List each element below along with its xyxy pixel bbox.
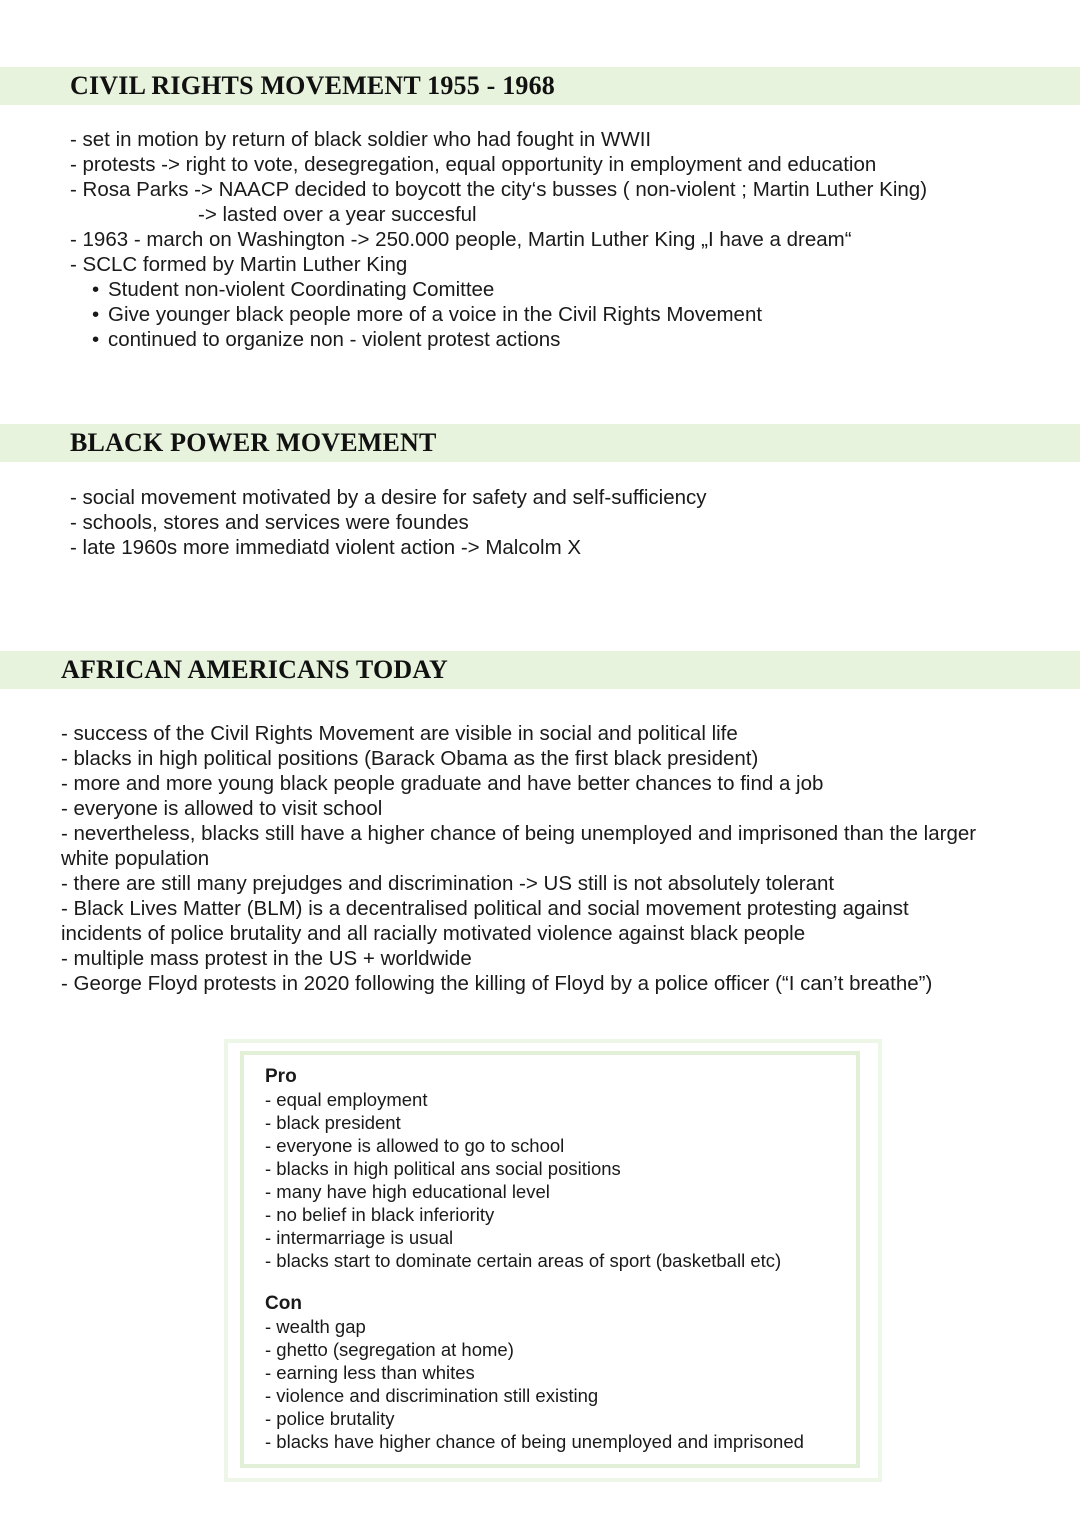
list-item: - black president [265, 1112, 401, 1133]
bullet-item [70, 327, 927, 352]
heading-today: AFRICAN AMERICANS TODAY [61, 655, 448, 684]
list-item: - social movement motivated by a desire for safety and self-sufficiency [70, 486, 707, 509]
list-item: - multiple mass protest in the US + worldwide [61, 947, 472, 970]
list-item: - Black Lives Matter (BLM) is a decentralised political and social movement protesting against incidents of police brutality and all racially motivated violence against black people [61, 897, 909, 945]
list-item: - blacks in high political positions (Barack Obama as the first black president) [61, 747, 759, 770]
list-item: - police brutality [265, 1408, 395, 1429]
list-item: - more and more young black people graduate and have better chances to find a job [61, 772, 824, 795]
list-item: - equal employment [265, 1089, 428, 1110]
heading-black-power: BLACK POWER MOVEMENT [70, 428, 437, 457]
pro-title: Pro [265, 1066, 297, 1087]
list-item: - late 1960s more immediatd violent action -> Malcolm X [70, 536, 582, 559]
list-item: - there are still many prejudges and discrimination -> US still is not absolutely tolerant [61, 872, 835, 895]
heading-civil-rights: CIVIL RIGHTS MOVEMENT 1955 - 1968 [70, 71, 556, 100]
list-item: - earning less than whites [265, 1362, 475, 1383]
bullet-text: continued to organize non - violent protest actions [108, 328, 561, 351]
list-item: - blacks in high political ans social positions [265, 1158, 621, 1179]
today-notes [61, 721, 1001, 996]
list-item: - violence and discrimination still existing [265, 1385, 599, 1406]
bullet-icon: • [92, 278, 100, 301]
black-power-notes [70, 485, 707, 560]
list-item: - everyone is allowed to visit school [61, 797, 383, 820]
bullet-text: Give younger black people more of a voice in the Civil Rights Movement [108, 303, 763, 326]
bullet-item [70, 302, 927, 327]
list-item: - many have high educational level [265, 1181, 550, 1202]
list-item: - SCLC formed by Martin Luther King [70, 253, 408, 276]
list-item: - no belief in black inferiority [265, 1204, 495, 1225]
bullet-icon: • [92, 303, 100, 326]
list-item: - blacks start to dominate certain areas of sport (basketball etc) [265, 1250, 782, 1271]
con-title: Con [265, 1293, 302, 1314]
list-item: -> lasted over a year succesful [198, 203, 477, 226]
list-item: - nevertheless, blacks still have a higher chance of being unemployed and imprisoned than the larger white population [61, 822, 977, 870]
list-item: - ghetto (segregation at home) [265, 1339, 514, 1360]
pro-list [265, 1065, 781, 1272]
list-item: - set in motion by return of black soldier who had fought in WWII [70, 128, 652, 151]
list-item: - 1963 - march on Washington -> 250.000 people, Martin Luther King „I have a dream“ [70, 228, 852, 251]
con-list [265, 1292, 804, 1453]
bullet-item [70, 277, 927, 302]
list-item: - Rosa Parks -> NAACP decided to boycott the city‘s busses ( non-violent ; Martin Luther King) [70, 178, 928, 201]
list-item: - protests -> right to vote, desegregation, equal opportunity in employment and education [70, 153, 877, 176]
civil-rights-notes [70, 127, 927, 352]
list-item: - George Floyd protests in 2020 following the killing of Floyd by a police officer (“I can’t breathe”) [61, 972, 933, 995]
list-item: - success of the Civil Rights Movement are visible in social and political life [61, 722, 738, 745]
list-item: - wealth gap [265, 1316, 366, 1337]
list-item: - everyone is allowed to go to school [265, 1135, 565, 1156]
bullet-icon: • [92, 328, 100, 351]
bullet-text: Student non-violent Coordinating Comittee [108, 278, 495, 301]
list-item: - schools, stores and services were foundes [70, 511, 469, 534]
list-item: - intermarriage is usual [265, 1227, 454, 1248]
list-item: - blacks have higher chance of being unemployed and imprisoned [265, 1431, 804, 1452]
